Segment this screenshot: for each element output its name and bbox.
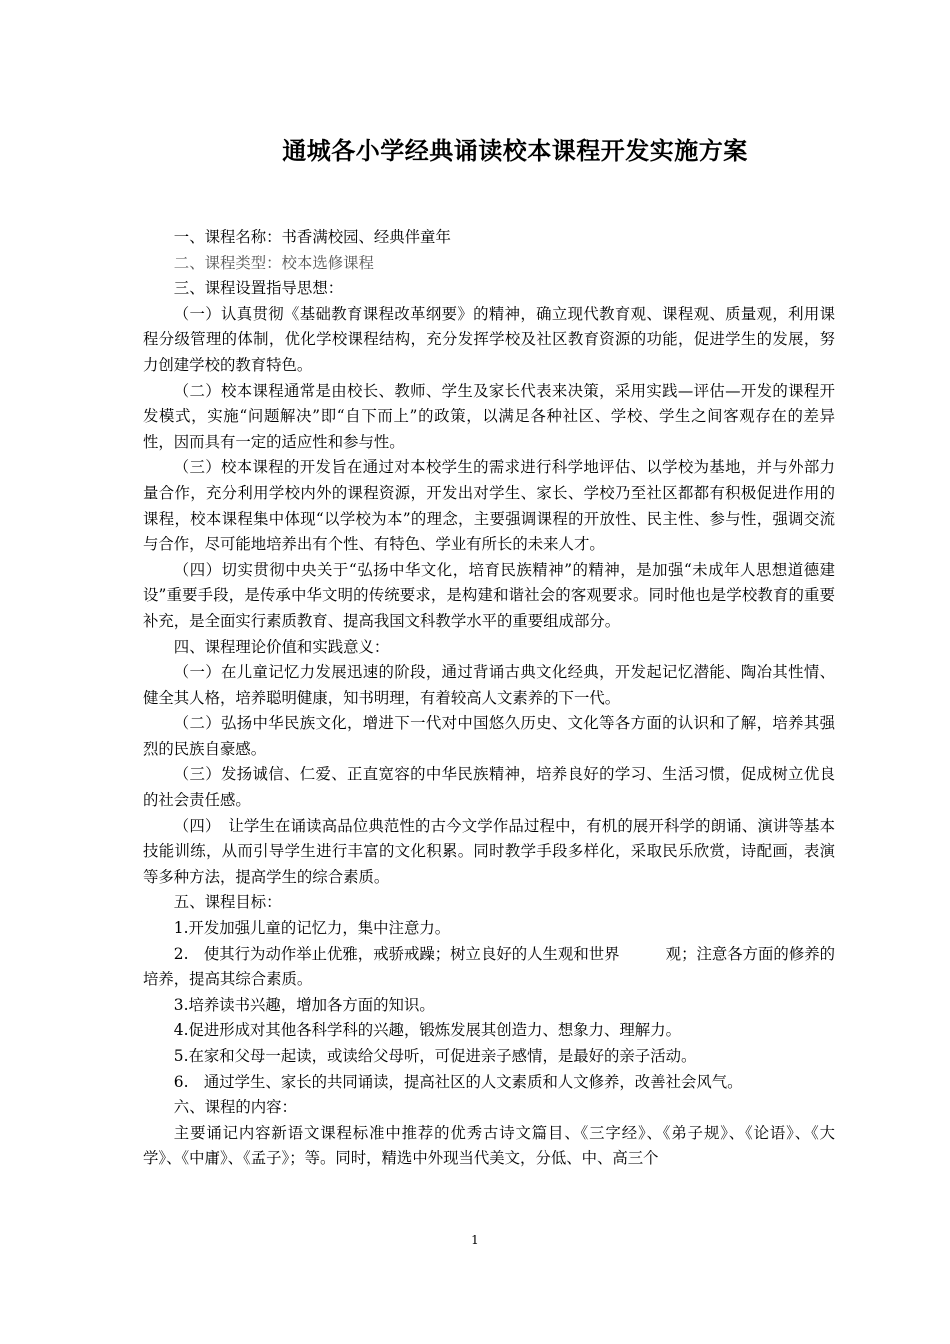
paragraph: 二、课程类型：校本选修课程	[173, 253, 374, 272]
document-title: 通城各小学经典诵读校本课程开发实施方案	[282, 137, 748, 165]
paragraph: （二）弘扬中华民族文化，增进下一代对中国悠久历史、文化等各方面的认识和了解，培养其强烈的民族自豪感。	[143, 714, 835, 758]
paragraph: （三）发扬诚信、仁爱、正直宽容的中华民族精神，培养良好的学习、生活习惯，促成树立优良的社会责任感。	[143, 765, 835, 810]
paragraph: （三）校本课程的开发旨在通过对本校学生的需求进行科学地评估、以学校为基地，并与外部力量合作，充分利用学校内外的课程资源，开发出对学生、家长、学校乃至社区都都有积极促进作用的课程，校本课程集中体现“以学校为本”的理念，主要强调课程的开放性、民主性、参与性，强调交流与合作，尽可能地培养出有个性、有特色、学业有所长的未来人才。	[143, 458, 835, 554]
page-number: 1	[471, 1233, 479, 1247]
paragraph: 3.培养读书兴趣，增加各方面的知识。	[173, 995, 435, 1014]
paragraph: 6. 通过学生、家长的共同诵读，提高社区的人文素质和人文修养，改善社会风气。	[173, 1072, 743, 1091]
paragraph: 三、课程设置指导思想：	[173, 279, 344, 298]
paragraph: 六、课程的内容：	[173, 1098, 297, 1117]
paragraph: （四） 让学生在诵读高品位典范性的古今文学作品过程中，有机的展开科学的朗诵、演讲等基本技能训练，从而引导学生进行丰富的文化积累。同时教学手段多样化，采取民乐欣赏，诗配画，表演等多种方法，提高学生的综合素质。	[143, 816, 835, 886]
paragraph: 4.促进形成对其他各科学科的兴趣，锻炼发展其创造力、想象力、理解力。	[173, 1021, 681, 1040]
paragraph: 5.在家和父母一起读，或读给父母听，可促进亲子感情，是最好的亲子活动。	[173, 1047, 697, 1065]
paragraph: （一）认真贯彻《基础教育课程改革纲要》的精神，确立现代教育观、课程观、质量观，利用课程分级管理的体制，优化学校课程结构，充分发挥学校及社区教育资源的功能，促进学生的发展，努力创建学校的教育特色。	[143, 304, 835, 374]
paragraph: 1.开发加强儿童的记忆力，集中注意力。	[173, 919, 451, 938]
paragraph: 2. 使其行为动作举止优雅，戒骄戒躁；树立良好的人生观和世界 观；注意各方面的修养的培养，提高其综合素质。	[143, 944, 835, 989]
document-body	[143, 225, 835, 1172]
paragraph: 四、课程理论价值和实践意义：	[173, 637, 390, 656]
paragraph: 五、课程目标：	[173, 893, 282, 912]
paragraph: （四）切实贯彻中央关于“弘扬中华文化，培育民族精神”的精神，是加强“未成年人思想道德建设”重要手段，是传承中华文明的传统要求，是构建和谐社会的客观要求。同时他也是学校教育的重要补充，是全面实行素质教育、提高我国文科教学水平的重要组成部分。	[143, 560, 835, 630]
paragraph: 主要诵记内容新语文课程标准中推荐的优秀古诗文篇目、《三字经》、《弟子规》、《论语》、《大学》、《中庸》、《孟子》；等。同时，精选中外现当代美文，分低、中、高三个	[143, 1123, 835, 1168]
paragraph: （二）校本课程通常是由校长、教师、学生及家长代表来决策，采用实践—评估—开发的课程开发模式，实施“问题解决”即“自下而上”的政策，以满足各种社区、学校、学生之间客观存在的差异性，因而具有一定的适应性和参与性。	[143, 381, 835, 451]
paragraph: 一、课程名称：书香满校园、经典伴童年	[173, 228, 451, 246]
paragraph: （一）在儿童记忆力发展迅速的阶段，通过背诵古典文化经典，开发起记忆潜能、陶冶其性情、健全其人格，培养聪明健康，知书明理，有着较高人文素养的下一代。	[143, 663, 835, 707]
